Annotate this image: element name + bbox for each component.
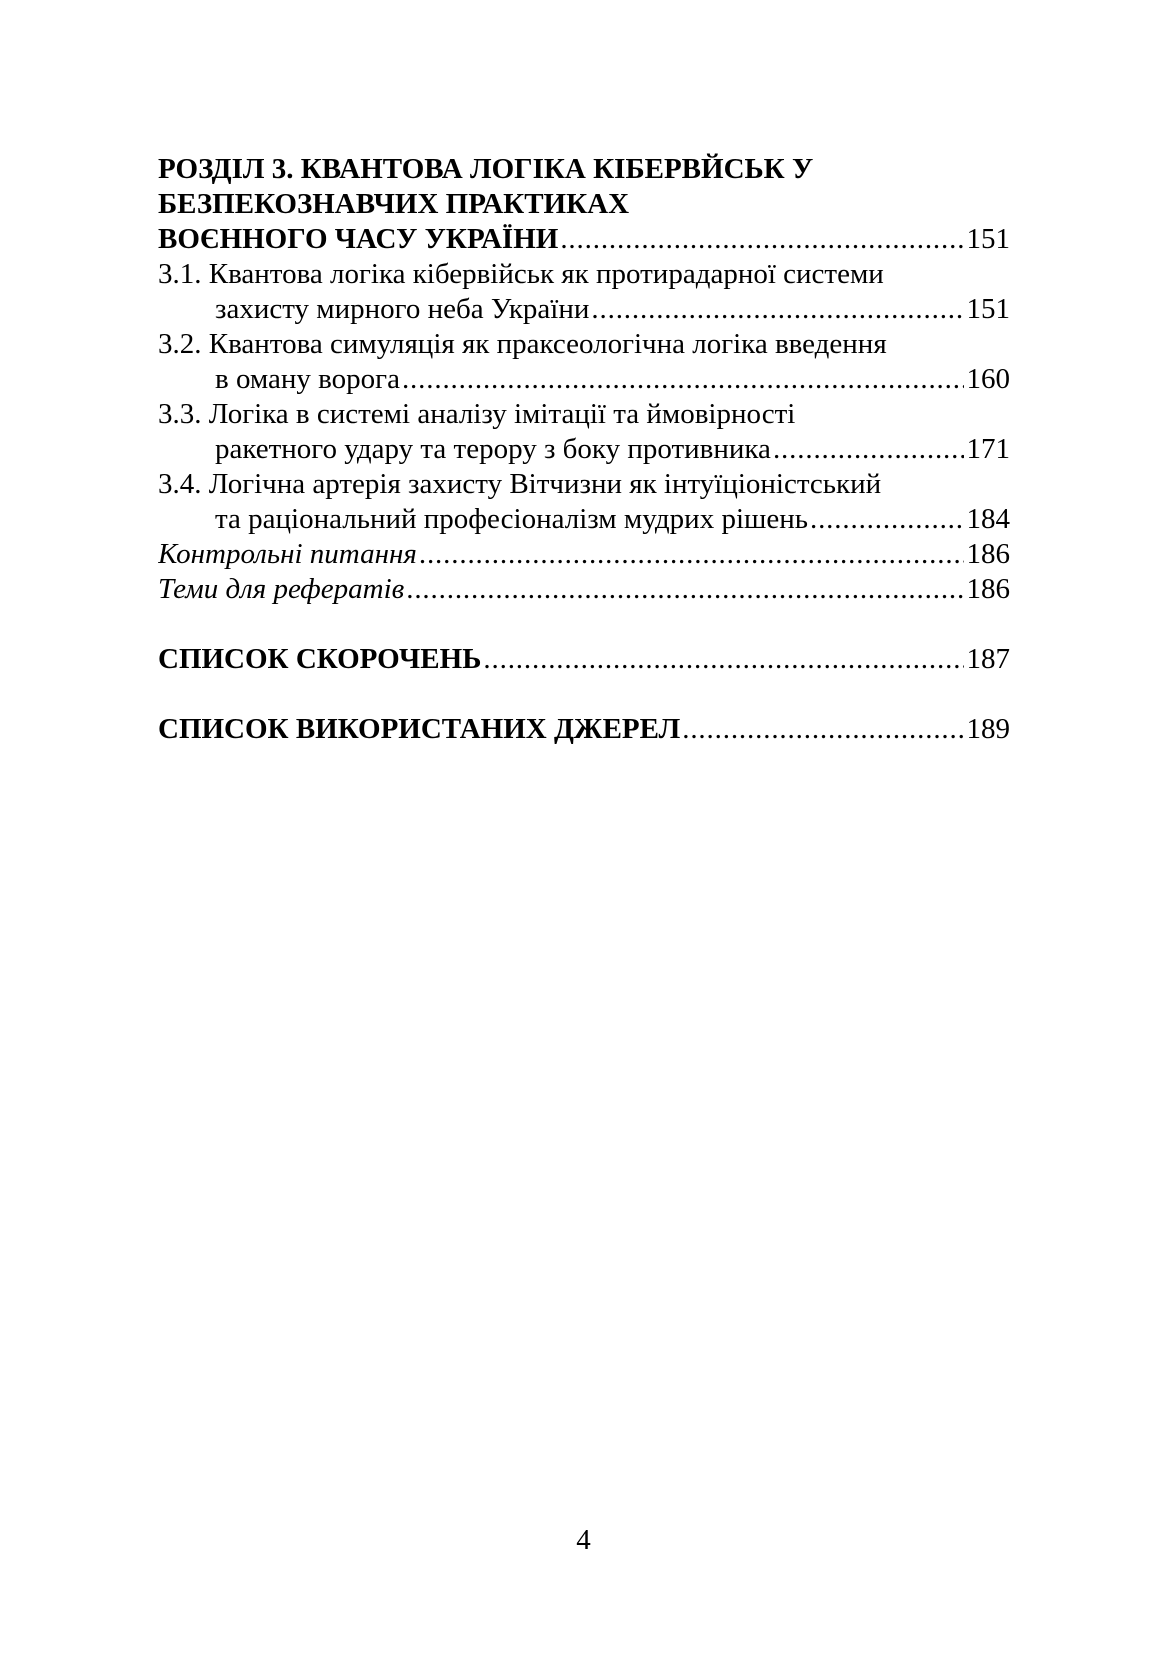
toc-entry-section-3-4[interactable] <box>158 502 1010 537</box>
page-ref: 171 <box>966 433 1010 465</box>
page-ref: 189 <box>966 713 1010 745</box>
chapter-title-line-1: РОЗДІЛ 3. КВАНТОВА ЛОГІКА КІБЕРВЙСЬК У <box>158 153 814 185</box>
toc-entry-chapter-3[interactable] <box>158 222 1010 257</box>
table-of-contents <box>158 152 1010 747</box>
section-3-2-line-2: в оману ворога <box>215 363 400 395</box>
chapter-title-line-3: ВОЄННОГО ЧАСУ УКРАЇНИ <box>158 223 559 255</box>
dot-leader <box>560 222 963 257</box>
dot-leader <box>591 292 963 327</box>
spacer <box>158 607 1010 642</box>
dot-leader <box>406 572 963 607</box>
section-3-1-line-1: 3.1. Квантова логіка кібервійськ як протирадарної системи <box>158 258 884 290</box>
dot-leader <box>810 502 964 537</box>
page-ref: 184 <box>966 503 1010 535</box>
toc-entry-section-3-3[interactable] <box>158 432 1010 467</box>
section-3-3-line-2: ракетного удару та терору з боку противника <box>215 433 771 465</box>
section-3-1-line-2: захисту мирного неба України <box>215 293 590 325</box>
dot-leader <box>419 537 964 572</box>
dot-leader <box>483 642 963 677</box>
abbreviations-label: СПИСОК СКОРОЧЕНЬ <box>158 643 482 675</box>
page-ref: 186 <box>966 573 1010 605</box>
dot-leader <box>402 362 964 397</box>
page-ref: 160 <box>966 363 1010 395</box>
control-questions-label: Контрольні питання <box>158 538 417 570</box>
section-3-4-line-2: та раціональний професіоналізм мудрих рішень <box>215 503 808 535</box>
page-ref: 151 <box>966 223 1010 255</box>
section-3-3-line-1: 3.3. Логіка в системі аналізу імітації та ймовірності <box>158 398 796 430</box>
toc-entry-section-3-1[interactable] <box>158 292 1010 327</box>
dot-leader <box>773 432 964 467</box>
essay-topics-label: Теми для рефератів <box>158 573 405 605</box>
page-ref: 151 <box>966 293 1010 325</box>
toc-entry-control-questions[interactable] <box>158 537 1010 572</box>
section-3-4-line-1: 3.4. Логічна артерія захисту Вітчизни як інтуїціоністський <box>158 468 882 500</box>
spacer <box>158 677 1010 712</box>
toc-entry-sources[interactable] <box>158 712 1010 747</box>
dot-leader <box>682 712 963 747</box>
toc-entry-essay-topics[interactable] <box>158 572 1010 607</box>
page-number: 4 <box>576 1524 591 1556</box>
toc-entry-abbreviations[interactable] <box>158 642 1010 677</box>
chapter-title-line-2: БЕЗПЕКОЗНАВЧИХ ПРАКТИКАХ <box>158 188 630 220</box>
page-ref: 186 <box>966 538 1010 570</box>
sources-label: СПИСОК ВИКОРИСТАНИХ ДЖЕРЕЛ <box>158 713 681 745</box>
section-3-2-line-1: 3.2. Квантова симуляція як праксеологічна логіка введення <box>158 328 887 360</box>
toc-entry-section-3-2[interactable] <box>158 362 1010 397</box>
page-ref: 187 <box>966 643 1010 675</box>
